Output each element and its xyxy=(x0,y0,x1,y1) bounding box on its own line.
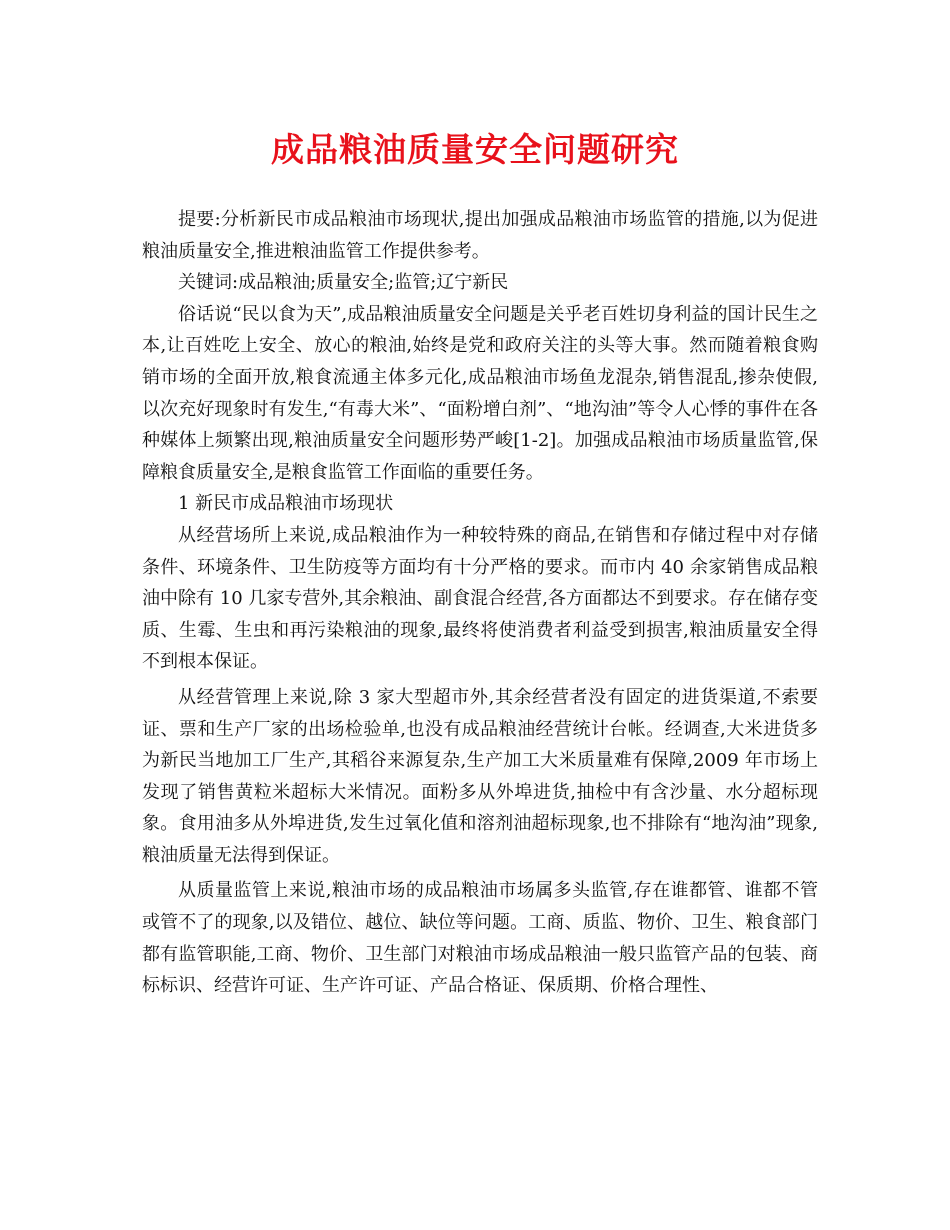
document-body xyxy=(142,204,818,1002)
keywords-paragraph: 关键词:成品粮油;质量安全;监管;辽宁新民 xyxy=(178,272,509,294)
intro-paragraph: 俗话说“民以食为天”,成品粮油质量安全问题是关乎老百姓切身利益的国计民生之本,让百姓吃上安全、放心的粮油,始终是党和政府关注的头等大事。然而随着粮食购销市场的全面开放,粮食流通主体多元化,成品粮油市场鱼龙混杂,销售混乱,掺杂使假,以次充好现象时有发生,“有毒大米”、“面粉增白剂”、“地沟油”等令人心悸的事件在各种媒体上频繁出现,粮油质量安全问题形势严峻[1-2]。加强成品粮油市场质量监管,保障粮食质量安全,是粮食监管工作面临的重要任务。 xyxy=(142,303,818,483)
body-paragraph-supervision: 从质量监管上来说,粮油市场的成品粮油市场属多头监管,存在谁都管、谁都不管或管不了的现象,以及错位、越位、缺位等问题。工商、质监、物价、卫生、粮食部门都有监管职能,工商、物价、卫生部门对粮油市场成品粮油一般只监管产品的包装、商标标识、经营许可证、生产许可证、产品合格证、保质期、价格合理性、 xyxy=(142,880,818,997)
document-title: 成品粮油质量安全问题研究 xyxy=(271,130,679,169)
body-paragraph-premises: 从经营场所上来说,成品粮油作为一种较特殊的商品,在销售和存储过程中对存储条件、环境条件、卫生防疫等方面均有十分严格的要求。而市内 40 余家销售成品粮油中除有 10 几家专营外,其余粮油、副食混合经营,各方面都达不到要求。存在储存变质、生霉、生虫和再污染粮油的现象,最终将使消费者利益受到损害,粮油质量安全得不到根本保证。 xyxy=(142,524,818,673)
body-paragraph-management: 从经营管理上来说,除 3 家大型超市外,其余经营者没有固定的进货渠道,不索要证、票和生产厂家的出场检验单,也没有成品粮油经营统计台帐。经调查,大米进货多为新民当地加工厂生产,其稻谷来源复杂,生产加工大米质量难有保障,2009 年市场上发现了销售黄粒米超标大米情况。面粉多从外埠进货,抽检中有含沙量、水分超标现象。食用油多从外埠进货,发生过氧化值和溶剂油超标现象,也不排除有“地沟油”现象,粮油质量无法得到保证。 xyxy=(142,686,818,866)
section-heading: 1 新民市成品粮油市场现状 xyxy=(178,493,394,515)
abstract-paragraph: 提要:分析新民市成品粮油市场现状,提出加强成品粮油市场监管的措施,以为促进粮油质量安全,推进粮油监管工作提供参考。 xyxy=(142,209,818,262)
